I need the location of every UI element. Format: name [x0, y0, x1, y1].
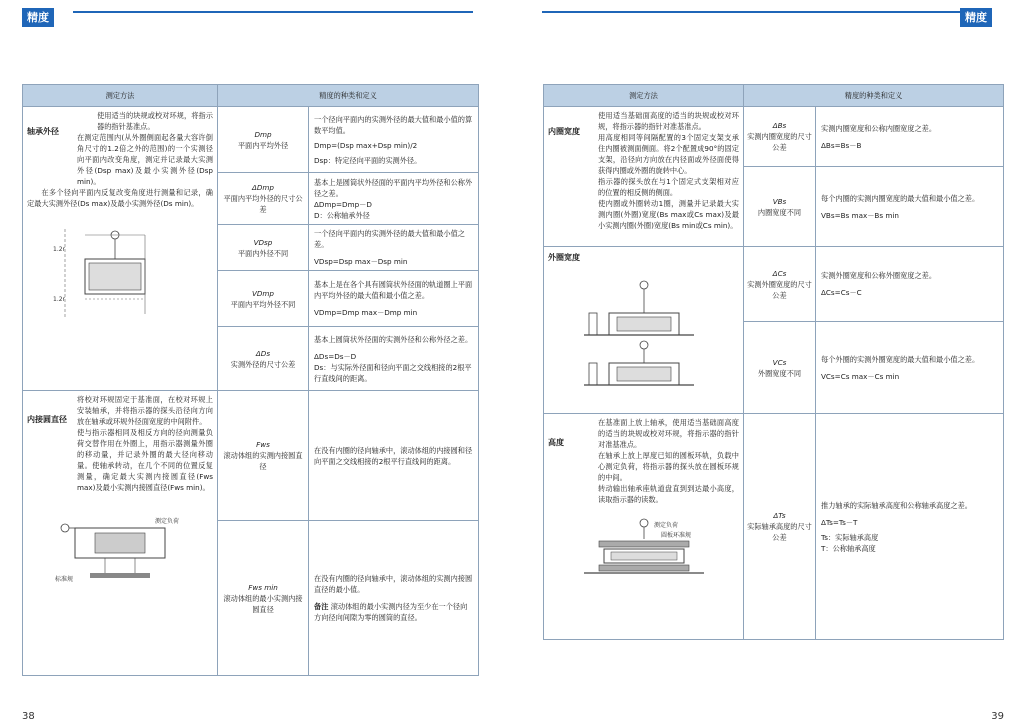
definition-name: 滚动体组的最小实测内接圆直径 — [223, 593, 303, 614]
symbol: Dmp — [254, 129, 272, 139]
section-label: 外圈宽度 — [548, 253, 580, 262]
dim-label: 1.2r — [53, 296, 66, 303]
definition-text: 基本上圆筒状外径面的实测外径和公称外径之差。 — [314, 334, 473, 344]
definition-text: 基本上是在各个具有圆筒状外径面的轨道圈上平面内平均外径的最大值和最小值之差。 — [314, 280, 473, 300]
method-text: 使内圈或外圈转动1圈，测量并记录最大实测内圈(外圈)宽度(Bs max或Cs max)及最小实测内圈(外圈)宽度(Bs min或Cs min)。 — [598, 199, 739, 230]
column-header-kind: 精度的种类和定义 — [744, 85, 1004, 107]
formula: VCs=Cs max－Cs min — [821, 371, 900, 381]
formula: ΔBs=Bs－B — [821, 140, 862, 150]
definition-text: 一个径向平面内的实测外径的最大值和最小值之差。 — [314, 229, 465, 249]
section-label: 高度 — [548, 438, 564, 447]
method-text: 将校对环规固定于基准面，在校对环规上安装轴承，并将指示器的探头沿径向方向放在轴承或环规外径面宽度的中间附件。 — [77, 395, 213, 426]
definition-name: 实际轴承高度的尺寸公差 — [747, 522, 812, 542]
diagram-label: 测定负荷 — [155, 518, 180, 525]
formula: Dmp=(Dsp max+Dsp min)/2 — [314, 140, 418, 150]
definition-name: 外圈宽度不同 — [757, 368, 802, 378]
definition-text: 实测内圈宽度和公称内圈宽度之差。 — [821, 123, 937, 133]
symbol: ΔDs — [255, 348, 271, 358]
definition-text: 基本上是圆筒状外径面的平面内平均外径和公称外径之差。 — [314, 177, 473, 198]
width-diagram — [569, 273, 719, 403]
method-text: 使用适当的块规或校对环规，将指示器的指针基准点。 — [97, 111, 213, 131]
method-text: 在测定范围内(从外圈侧面起各量大容许倒角尺寸的1.2倍之外的范围)的一个实测径向平面内改变角度，测定并记录最大实测外径(Dsp max)及最小实测外径(Dsp min)。 — [77, 133, 213, 186]
formula: ΔDs=Ds－D — [314, 351, 357, 361]
inscribed-diameter-diagram — [45, 503, 195, 583]
method-text: 指示器的探头放在与1个固定式支架相对应的位置的相反侧的侧面。 — [598, 177, 739, 197]
symbol: Fws — [256, 440, 270, 449]
definition-name: 平面内平均外径 — [237, 140, 289, 150]
page-number: 39 — [991, 711, 1004, 722]
diagram-label: 标准规 — [55, 576, 74, 583]
symbol: VDmp — [251, 288, 274, 298]
diagram-label: 测定负荷 — [653, 522, 678, 529]
definition-text: 推力轴承的实际轴承高度和公称轴承高度之差。 — [821, 500, 972, 510]
section-label: 内接圆直径 — [27, 415, 67, 424]
method-text: 使与指示器相同及相反方向的径向测量负荷交替作用在外圈上，用指示器测量外圈的移动量，并记录外圈的最大径向移动量。使轴承转动，在几个不同的位置反复测量，确定最大实测内接圆直径(Fws max)及最小实测内接圆直径(Fws min)。 — [77, 428, 213, 492]
formula: ΔDmp=Dmp－D — [314, 199, 372, 209]
formula: ΔTs=Ts－T — [821, 517, 858, 527]
method-text: 转动输出轴承座轨道盘直到到达最小高度，读取指示器的读数。 — [598, 484, 739, 504]
column-header-kind: 精度的种类和定义 — [218, 85, 479, 107]
method-text: 在多个径向平面内反复改变角度进行测量和记录，确定最大实测外径(Ds max)及最小实测外径(Ds min)。 — [27, 188, 213, 208]
definition-name: 实测内圈宽度的尺寸公差 — [747, 132, 812, 152]
method-cell — [544, 247, 744, 414]
precision-table — [22, 84, 479, 676]
definition-name: 平面内平均外径不同 — [230, 299, 296, 309]
note: Dsp：特定径向平面的实测外径。 — [314, 155, 422, 165]
symbol: VBs — [772, 196, 787, 206]
symbol: ΔDmp — [251, 183, 274, 192]
note: 滚动体组的最小实测内径为至少在一个径向方向径向间隙为零的圆筒的直径。 — [314, 602, 468, 622]
formula: VBs=Bs max－Bs min — [821, 210, 899, 220]
method-cell — [544, 107, 744, 247]
definition-text: 每个外圈的实测外圈宽度的最大值和最小值之差。 — [821, 354, 980, 364]
column-header-method: 测定方法 — [544, 85, 744, 107]
section-label: 轴承外径 — [27, 127, 59, 136]
definition-text: 实测外圈宽度和公称外圈宽度之差。 — [821, 271, 937, 280]
dim-label: 1.2r — [53, 246, 66, 253]
definition-text: 每个内圈的实测内圈宽度的最大值和最小值之差。 — [821, 193, 980, 203]
method-cell — [23, 391, 218, 676]
definition-name: 平面内外径不同 — [237, 248, 289, 258]
symbol: ΔTs — [773, 511, 786, 520]
header-rule — [542, 11, 962, 13]
note: T：公称轴承高度 — [821, 543, 876, 553]
definition-text: 在没有内圈的径向轴承中，滚动体组的实测内接圆直径的最小值。 — [314, 574, 473, 594]
outer-diameter-diagram — [45, 219, 195, 329]
symbol: VCs — [772, 357, 787, 367]
note-label: 备注 — [314, 602, 329, 611]
method-cell — [544, 414, 744, 640]
page-number: 38 — [22, 711, 35, 722]
formula: ΔCs=Cs－C — [821, 288, 862, 297]
definition-name: 实测外圈宽度的尺寸公差 — [747, 279, 812, 300]
symbol: VDsp — [253, 237, 273, 247]
symbol: Fws min — [248, 582, 278, 592]
method-text: 使用适当基础面高度的适当的块规或校对环规，将指示器的指针对准基准点。 — [598, 111, 739, 131]
header-rule — [73, 11, 473, 13]
definition-name: 实测外径的尺寸公差 — [230, 359, 296, 369]
method-text: 用高度相同等间隔配置的3个固定支架支承住内圈被测面侧面。将2个配置成90°的固定支架，沿径向方向放在内径面或外径面使得获得内圈或外圈的旋转中心。 — [598, 133, 739, 175]
symbol: ΔBs — [772, 121, 787, 130]
method-text: 在基准面上放上轴承，使用适当基础面高度的适当的块规或校对环规，将指示器的指针对准基准点。 — [598, 418, 739, 449]
precision-table — [543, 84, 1004, 640]
method-text: 在轴承上放上厚度已知的圆板环轨，负载中心测定负荷，将指示器的探头放在圆板环规的中间。 — [598, 451, 739, 482]
method-cell — [23, 107, 218, 391]
note: Ts：实际轴承高度 — [821, 532, 879, 542]
height-diagram — [569, 515, 719, 595]
definition-name: 内圈宽度不同 — [757, 207, 802, 217]
note: D：公称轴承外径 — [314, 210, 370, 220]
definition-text: 一个径向平面内的实测外径的最大值和最小值的算数平均值。 — [314, 114, 473, 135]
formula: VDsp=Dsp max－Dsp min — [314, 257, 408, 266]
section-badge: 精度 — [22, 8, 54, 27]
note: Ds：与实际外径面和径向平面之交线相接的2根平行直线间的距离。 — [314, 362, 472, 383]
definition-name: 平面内平均外径的尺寸公差 — [223, 194, 303, 214]
diagram-label: 圆板环准规 — [660, 532, 691, 539]
right-page — [507, 0, 1014, 727]
symbol: ΔCs — [772, 268, 787, 278]
column-header-method: 测定方法 — [23, 85, 218, 107]
section-label: 内圈宽度 — [548, 127, 580, 136]
definition-text: 在没有内圈的径向轴承中，滚动体组的内接圆和径向平面之交线相接的2根平行直线间的距离。 — [314, 445, 473, 466]
formula: VDmp=Dmp max－Dmp min — [314, 308, 418, 317]
section-badge: 精度 — [960, 8, 992, 27]
definition-name: 滚动体组的实测内接圆直径 — [223, 451, 303, 471]
